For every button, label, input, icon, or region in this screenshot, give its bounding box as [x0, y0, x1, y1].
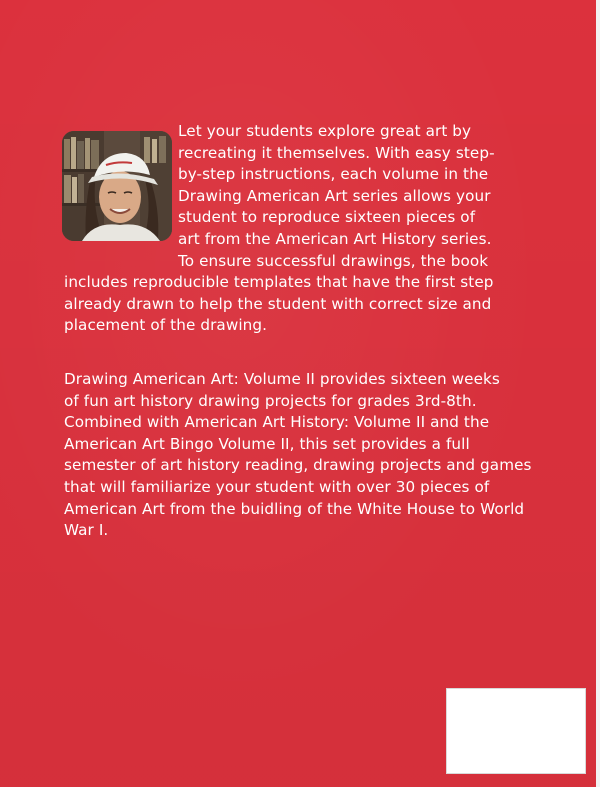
text-line: of fun art history drawing projects for grades 3rd-8th. [64, 391, 477, 410]
text-line: recreating it themselves. With easy step- [178, 143, 495, 162]
text-line: by-step instructions, each volume in the [178, 165, 489, 184]
author-photo [62, 131, 172, 241]
text-line: art from the American Art History series. [178, 229, 492, 248]
text-line: War I. [64, 521, 109, 540]
text-line: already drawn to help the student with correct size and [64, 294, 492, 313]
barcode-label-area [446, 688, 586, 774]
text-line: To ensure successful drawings, the book [178, 251, 489, 270]
text-line: includes reproducible templates that have the first step [64, 273, 494, 291]
text-line: semester of art history reading, drawing projects and games [64, 456, 532, 475]
text-line: Drawing American Art: Volume II provides sixteen weeks [64, 370, 500, 388]
description-paragraph [64, 369, 584, 542]
intro-paragraph-bottom [64, 272, 584, 337]
author-portrait-icon [62, 131, 172, 241]
text-line: Let your students explore great art by [178, 122, 472, 140]
text-line: placement of the drawing. [64, 316, 268, 335]
intro-paragraph-top [178, 121, 578, 272]
text-line: student to reproduce sixteen pieces of [178, 208, 476, 227]
text-line: that will familiarize your student with over 30 pieces of [64, 477, 490, 496]
text-line: Drawing American Art series allows your [178, 186, 491, 205]
text-line: American Art from the buidling of the White House to World [64, 499, 525, 518]
text-line: American Art Bingo Volume II, this set provides a full [64, 434, 470, 453]
text-line: Combined with American Art History: Volume II and the [64, 413, 490, 432]
